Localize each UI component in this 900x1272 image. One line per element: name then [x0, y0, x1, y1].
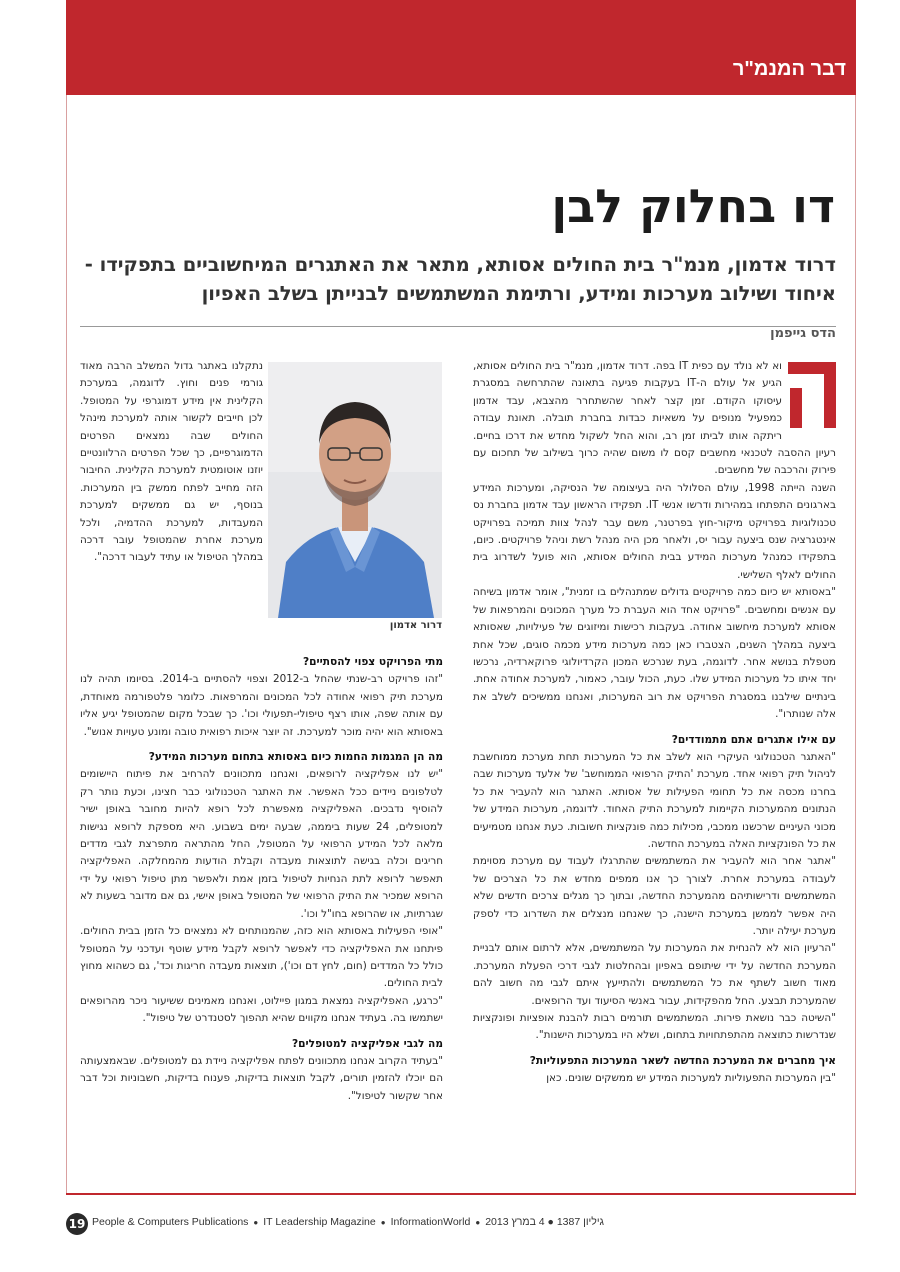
- footer-issue: גיליון 1387 ● 4 במרץ 2013: [485, 1216, 605, 1228]
- question-heading: מה הן המגמות החמות כיום באסותא בתחום מערכות המידע?: [148, 751, 443, 764]
- question-heading: עם אילו אתגרים אתם מתמודדים?: [671, 733, 836, 746]
- question-heading: מה לגבי אפליקציה למטופלים?: [292, 1037, 443, 1050]
- article-column-right: [473, 358, 836, 1178]
- paragraph: "באסותא יש כיום כמה פרויקטים גדולים שמתנהלים בו זמנית", אומר אדמון בשיחה עם אנשים ומחשבים. "פרויקט אחד הוא העברת כל מערך המכונים והמרפאות של אסותא למערכת מיחשוב אחודה. בעקבות רכישות ומיזוגים של פעילויות, שאסותא ביצעה במהלך השנים, הצטברו כאן כמה מערכות מידע מכמה סוגים, שכל אחת מטפלת בנושא אחר. לדוגמה, בעת שנרכש המכון הקרדיולוגי פרוקארדיה, נרכשו יחד איתו כל מערכות המידע שלו. כעת, הכול עובר, כאמור, למערכת אחודה אחת. בינתיים שילבנו במסגרת הפרויקט את רוב המערכות, ואנחנו ממשיכים לשלב את אלה שנותרו".: [473, 586, 836, 721]
- paragraph: "אתגר אחר הוא להעביר את המשתמשים שהתרגלו לעבוד עם מערכת מסוימת לעבודה במערכת אחרת. לצורך כך אנו ממפים מחדש את כל הצרכים של המשתמשים ודרישותיהם מהמערכת החדשה, ובתוך כך מגלים צרכים חדשים שלא היה אפשר לממשן במערכת הישנה, כך שאנחנו מנצלים את השדרוג כדי לספק מערכת יעילה יותר.: [473, 855, 836, 937]
- footer-magazine: IT Leadership Magazine: [263, 1216, 376, 1228]
- paragraph: נתקלנו באתגר גדול המשלב הרבה מאוד גורמי פנים וחוץ. לדוגמה, במערכת הקלינית אין מידע דמוגרפי על המטופל. לכן חייבים לקשור אותה למערכת מינהל החולים שבה נמצאים הפרטים הדמוגרפיים, כך שכל הפרטים הרלוונטיים יוזנו אוטומטית למערכת הקלינית. החיבור הזה מחייב לפתח ממשק בין המערכות. בנוסף, יש גם ממשקים למערכת המעבדות, למערכת ההדמיה, ולכל מערכת אחרת שהמטופל עובר דרכה במהלך הטיפול או עתיד לעבור דרכה".: [80, 360, 263, 564]
- frame-left-rule: [66, 95, 67, 1193]
- paragraph: "זהו פרויקט רב-שנתי שהחל ב-2012 וצפוי להסתיים ב-2014. בסיומו תהיה לנו מערכת תיק רפואי אחודה לכל המכונים והמרפאות. כלומר פלטפורמה מאוחדת, עם אותה שפה, אותו רצף טיפולי-תפעולי וכו'. כך שבכל מקום שהמטופל יגיע אליו באסותא הוא יהיה מוכר למערכת. זה יוצר איכות רפואית טובה ומונע טעויות אנוש".: [80, 673, 443, 738]
- footer-rule: [66, 1193, 856, 1195]
- paragraph: "אופי הפעילות באסותא הוא כזה, שהמנותחים לא נמצאים כל הזמן בבית החולים. פיתחנו את האפליקציה כדי לאפשר לרופא לקבל מידע שוטף ועדכני על המטופל כולל כל המדדים (חום, לחץ דם וכו'), תוצאות מעבדה חריגות וכד', גם כשהוא מחוץ לבית החולים.: [80, 925, 443, 990]
- article-subheadline: דרוד אדמון, מנמ"ר בית החולים אסותא, מתאר את האתגרים המיחשוביים בתפקידו - איחוד ושילוב מערכות ומידע, ורתימת המשתמשים לבנייתן בשלב האפיון: [84, 253, 836, 305]
- footer-publisher: People & Computers Publications: [92, 1216, 249, 1228]
- paragraph: "הרעיון הוא לא להנחית את המערכות על המשתמשים, אלא לרתום אותם לבניית המערכת החדשה על ידי שיתופם באפיון ובהחלטות לגבי דרכי הפעלת המערכת. מאוד חשוב לשתף את כל המשתמשים ולהתייעץ איתם לגבי מה חשוב להם שהמערכת תבצע. החל מהפקידות, עבור באנשי הסיעוד ועד הרופאים.: [473, 942, 836, 1007]
- photo-caption: דרור אדמון: [389, 620, 442, 631]
- paragraph: "בעתיד הקרוב אנחנו מתכוונים לפתח אפליקציה ניידת גם למטופלים. שבאמצעותה הם יוכלו להזמין תורים, לקבל תוצאות בדיקות, פענוח בדיקות, חשבוניות וכל דבר אחר שקשור לטיפול".: [80, 1054, 443, 1102]
- portrait-illustration: [268, 362, 442, 618]
- question-heading: מתי הפרויקט צפוי להסתיים?: [303, 656, 443, 668]
- page-number: 19: [66, 1213, 88, 1235]
- paragraph: "בין המערכות התפעוליות למערכות המידע יש ממשקים שונים. כאן: [546, 1072, 836, 1085]
- section-label: דבר המנמ"ר: [732, 58, 846, 80]
- footer-informationworld: InformationWorld: [390, 1216, 471, 1228]
- footer-publications: People & Computers Publications ● IT Leadership Magazine ● InformationWorld ● גיליון 1387 ● 4 במרץ 2013: [92, 1216, 605, 1228]
- paragraph: השנה הייתה 1998, עולם הסלולר היה בעיצומה של הנסיקה, ומערכות המידע בארגונים התפתחו במהירות ודרשו אנשי IT. תפקידו הראשון עבד אדמון בחברת נס טכנולוגיות בפרויקט מיקור-חוץ בפרטנר, משם עבר לנהל צוות תמיכה בפרויקט אינטגרציה שנס ביצעה עבור יס, ולאחר מכן היה מנהל רשת וניהל פרויקטים. כיום, בתפקידו כמנהל מערכות המידע בבית החולים אסותא, הוא פועל לשדרוג בית החולים לאלף השלישי.: [473, 481, 836, 581]
- portrait-photo: [268, 362, 442, 618]
- frame-right-rule: [855, 95, 856, 1193]
- byline: הדס גייפמן: [770, 326, 836, 341]
- article-column-beside-photo: [80, 358, 263, 638]
- article-column-left: [80, 654, 443, 1174]
- intro-paragraph: וא לא נולד עם כפית IT בפה. דרוד אדמון, מנמ"ר בית החולים אסותא, הגיע אל עולם ה-IT בעקבות פגיעה בתאונה שהתרחשה במסגרת עיסוקו הקודם. זמן קצר לאחר שהשתחרר מהצבא, עבד אדמון כמפעיל מנופים על משאיות כבדות בחברת תובלה. תאונת עבודה ריתקה אותו לביתו זמן רב, והוא החל לשקול מחדש את דרכו בחיים. רעיון ההסבה לטכנאי מחשבים קסם לו משום שהיה כרוך בשילוב של תחכום עם פירוק והרכבה של מחשבים.: [473, 360, 836, 477]
- paragraph: "השיטה כבר נושאת פירות. המשתמשים תורמים רבות להבנת אופציות ופונקציות שנדרשות כתוצאה מהתפתחויות בתחום, ושלא היו במערכות הישנות".: [473, 1012, 836, 1042]
- question-heading: איך מחברים את המערכת החדשה לשאר המערכות התפעוליות?: [529, 1054, 836, 1067]
- drop-cap-letter: [788, 362, 836, 428]
- paragraph: "יש לנו אפליקציה לרופאים, ואנחנו מתכוונים להרחיב את פיתוח היישומים לטלפונים ניידים ככל האפשר. את האתגר הטכנולוגי כבר חצינו, וכעת נותר רק להוסיף נדבכים. האפליקציה מאפשרת לכל רופא להיות מחובר באופן ישיר למטופלים, 24 שעות ביממה, שבעה ימים בשבוע. היא מספקת לרופא נגישות מלאה לכל המידע הרפואי על המטופל, החל מהתראה מתפרצת לגבי מדדים חריגים וכלה בגישה לתוצאות מעבדה וקבלת הודעות מהמחלקה. האפליקציה תאפשר לרופא לתת הנחיות לטיפול בזמן אמת ולאפשר מתן טיפול רפואי על ידי הרופא שמכיר את התיק הרפואי של המטופל באופן אישי, גם אם מדובר בשעות לא שגרתיות, או שהרופא בחו"ל וכו'.: [80, 768, 443, 920]
- paragraph: "כרגע, האפליקציה נמצאת במגון פיילוט, ואנחנו מאמינים ששיעור ניכר מהרופאים ישתמשו בה. בעתיד אנחנו מקווים שהיא תהפוך לסטנדרט של טיפול".: [80, 994, 443, 1025]
- paragraph: "האתגר הטכנולוגי העיקרי הוא לשלב את כל המערכות תחת מערכת ממוחשבת לניהול תיק רפואי אחד. מערכת 'התיק הרפואי הממוחשב' של אלעד מערכות שבה בחרנו מכסה את כל תחומי הפעילות של אסותא. האתגר הוא להעביר את כל הנתונים מהמערכות הקיימות למערכת התיק האחוד. לדוגמה, מערכות המידע של מכוני העיניים שרכשנו ממכבי, מכילות כמה פונקציות חשובות. כעת אנחנו מטמיעים את כל הפונקציות האלה במערכת החדשה.: [473, 750, 836, 850]
- article-headline: דו בחלוק לבן: [551, 179, 835, 233]
